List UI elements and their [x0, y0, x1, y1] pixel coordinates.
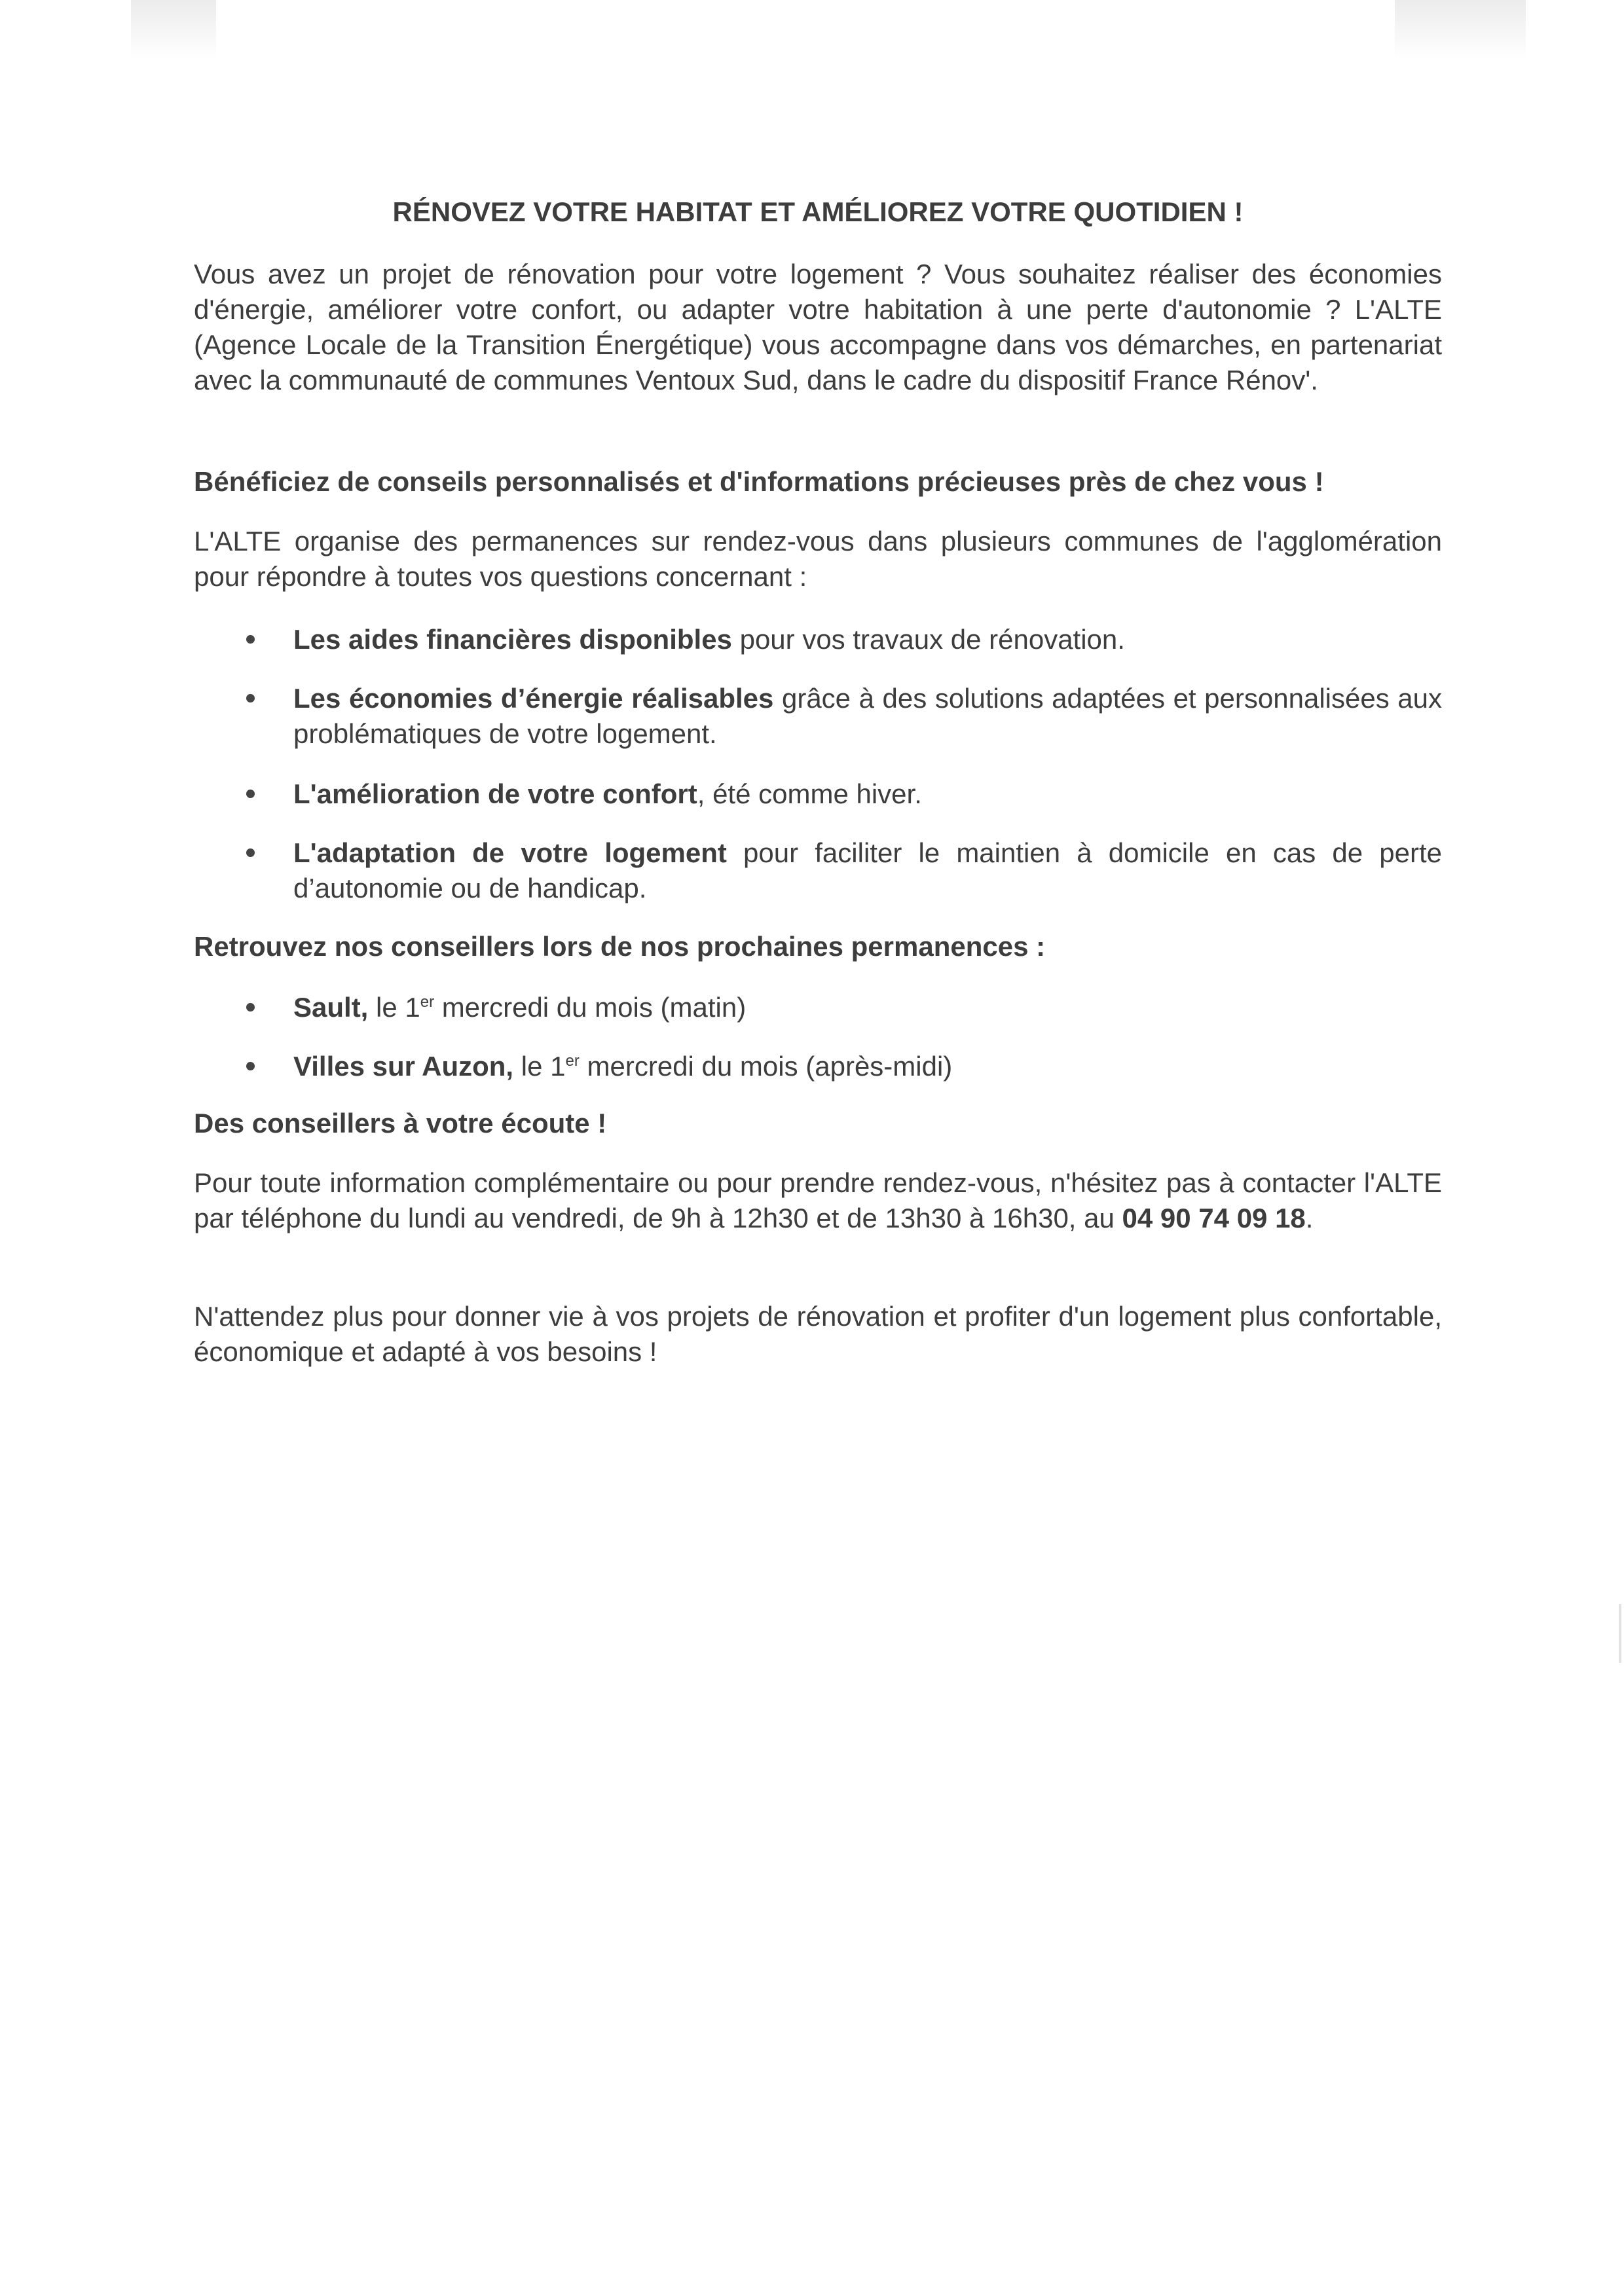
bullet-icon	[246, 694, 255, 702]
topic-item	[246, 622, 1442, 657]
contact-paragraph	[194, 1165, 1442, 1236]
topic-text: pour faciliter le maintien à domicile en cas de perte d’autonomie ou de handicap.	[293, 837, 1442, 903]
permanence-text-post: mercredi du mois (matin)	[434, 992, 747, 1023]
intro-paragraph: Vous avez un projet de rénovation pour votre logement ? Vous souhaitez réaliser des économies d'énergie, améliorer votre confort, ou adapter votre habitation à une perte d'autonomie ? L'ALTE (Agence Locale de la Transition Énergétique) vous accompagne dans vos démarches, en partenariat avec la communauté de communes Ventoux Sud, dans le cadre du dispositif France Rénov'.	[194, 259, 1442, 395]
bullet-icon	[246, 790, 255, 798]
permanence-ordinal: er	[420, 993, 435, 1011]
scan-shadow-left	[131, 0, 216, 59]
bullet-icon	[246, 1062, 255, 1070]
permanence-text-pre: le 1	[513, 1051, 566, 1082]
bullet-icon	[246, 1003, 255, 1011]
topic-text: grâce à des solutions adaptées et personnalisées aux problématiques de votre logement.	[293, 683, 1442, 749]
contact-text: Pour toute information complémentaire ou pour prendre rendez-vous, n'hésitez pas à contacter l'ALTE par téléphone du lundi au vendredi, de 9h à 12h30 et de 13h30 à 16h30, au	[194, 1167, 1442, 1233]
bullet-icon	[246, 635, 255, 644]
topic-bold: L'adaptation de votre logement	[293, 837, 727, 868]
permanence-place: Villes sur Auzon,	[293, 1051, 514, 1082]
topic-text: pour vos travaux de rénovation.	[731, 624, 1125, 655]
contact-end: .	[1305, 1203, 1314, 1233]
topic-item	[246, 776, 1442, 812]
permanence-item	[246, 1049, 1442, 1084]
permanence-place: Sault,	[293, 992, 369, 1023]
topic-bold: Les économies d’énergie réalisables	[293, 683, 774, 714]
permanence-text-post: mercredi du mois (après-midi)	[579, 1051, 953, 1082]
closing-paragraph: N'attendez plus pour donner vie à vos projets de rénovation et profiter d'un logement plus confortable, économique et adapté à vos besoins !	[194, 1301, 1442, 1367]
permanences-intro-paragraph: L'ALTE organise des permanences sur rendez-vous dans plusieurs communes de l'agglomération pour répondre à toutes vos questions concernant :	[194, 526, 1442, 592]
permanence-item	[246, 990, 1442, 1025]
scan-shadow-right	[1395, 0, 1526, 59]
bullet-icon	[246, 848, 255, 857]
permanences-heading: Retrouvez nos conseillers lors de nos prochaines permanences :	[194, 931, 1046, 962]
benefits-heading: Bénéficiez de conseils personnalisés et d'informations précieuses près de chez vous !	[194, 466, 1324, 497]
topic-text: , été comme hiver.	[697, 778, 922, 809]
scan-edge-mark	[1619, 1604, 1621, 1663]
contact-heading: Des conseillers à votre écoute !	[194, 1108, 607, 1139]
contact-phone: 04 90 74 09 18	[1122, 1203, 1306, 1233]
permanence-ordinal: er	[565, 1052, 580, 1070]
topic-item	[246, 835, 1442, 906]
topic-item	[246, 681, 1442, 752]
permanence-text-pre: le 1	[368, 992, 420, 1023]
topic-bold: Les aides financières disponibles	[293, 624, 732, 655]
topic-bold: L'amélioration de votre confort	[293, 778, 697, 809]
document-title: RÉNOVEZ VOTRE HABITAT ET AMÉLIOREZ VOTRE QUOTIDIEN !	[392, 196, 1244, 227]
